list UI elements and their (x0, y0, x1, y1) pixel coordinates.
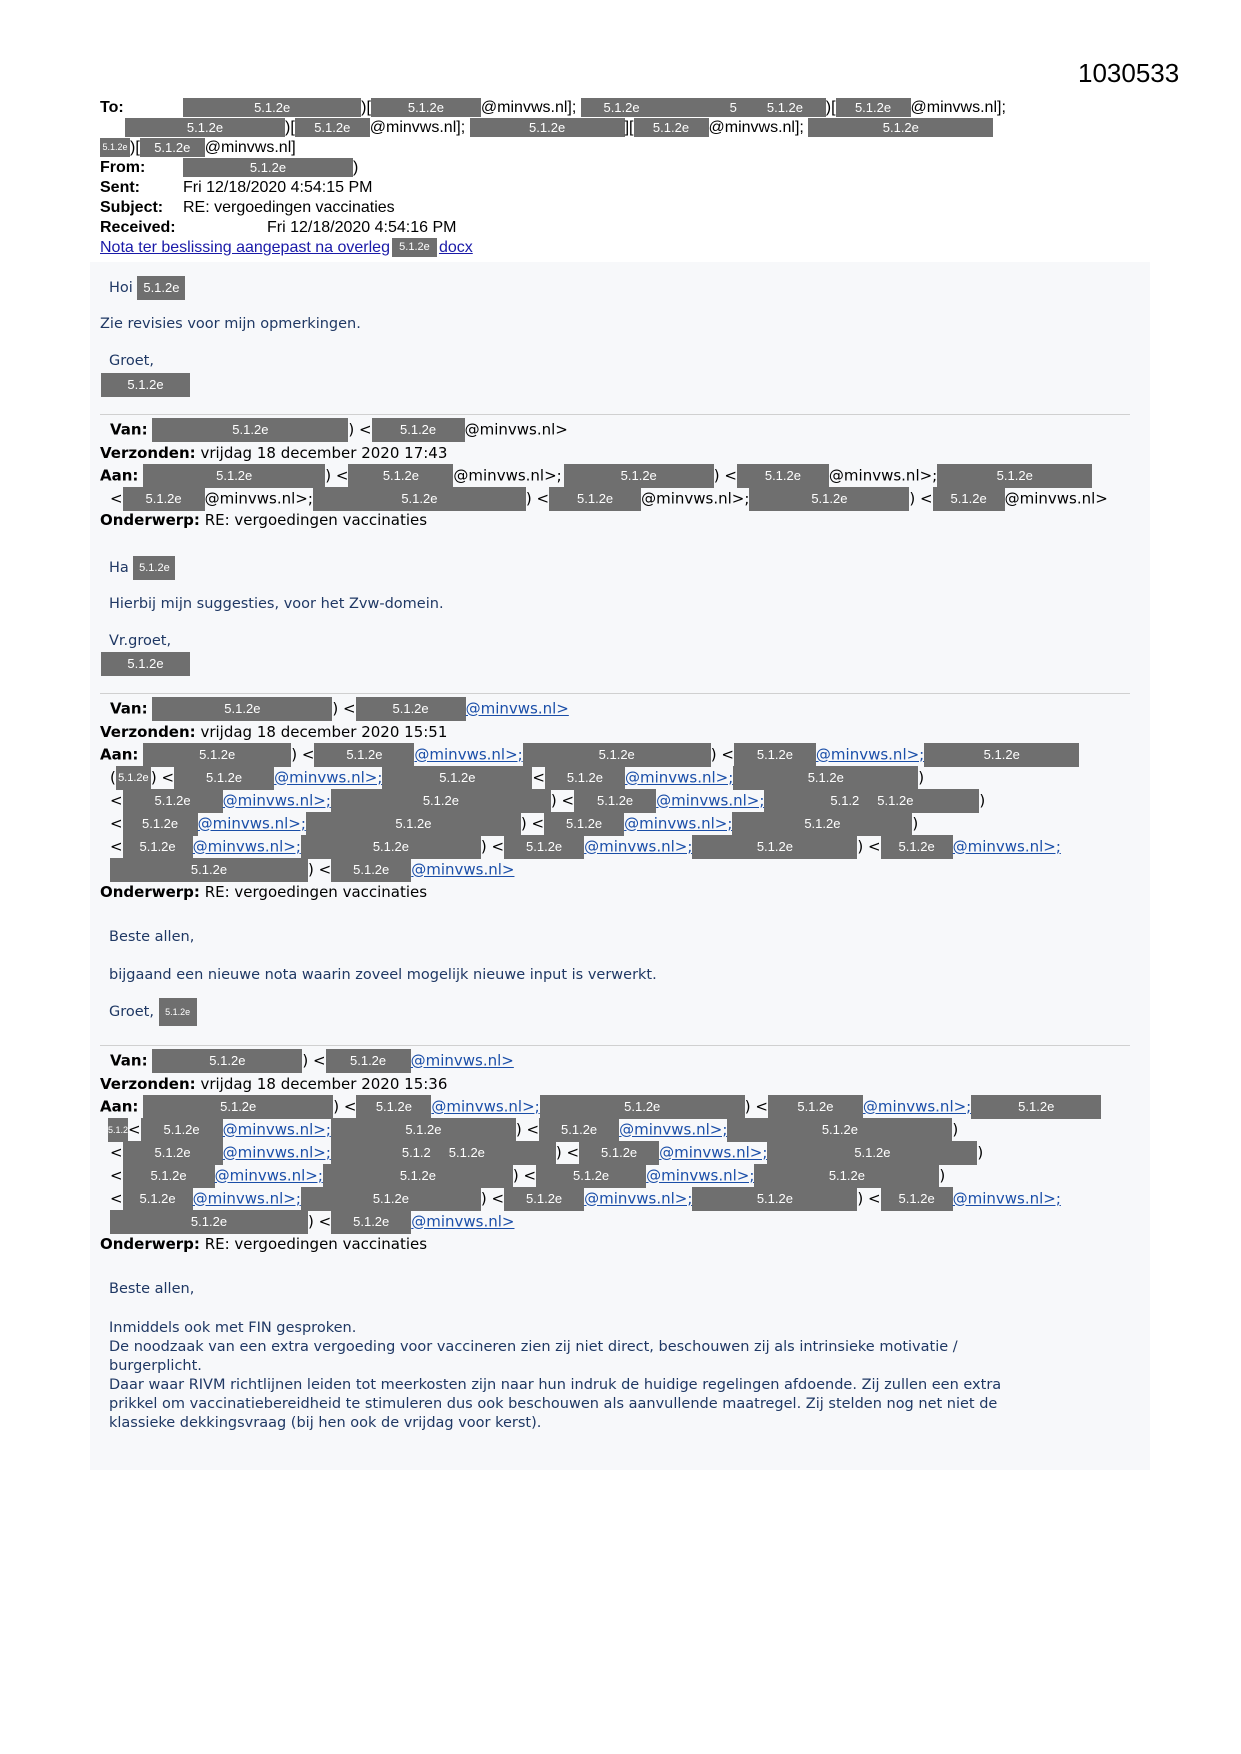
email-link[interactable]: @minvws.nl>; (624, 814, 733, 833)
message3-closing (109, 998, 197, 1026)
onderwerp-value: RE: vergoedingen vaccinaties (204, 883, 428, 901)
message2-closing: Vr.groet, (109, 633, 172, 649)
email-domain: @minvws.nl>; (453, 466, 562, 485)
redaction: 5.1.2e (634, 118, 709, 137)
sent-value: Fri 12/18/2020 4:54:15 PM (183, 179, 373, 196)
paragraph-line: prikkel om vaccinatiebereidheid te stimuleren dus ook beschouwen als aanvullende maatregel. Zij stelden nog net niet de (109, 1396, 998, 1412)
email-link[interactable]: @minvws.nl>; (952, 837, 1061, 856)
redaction: 5.1.2e (372, 418, 465, 442)
message3-line: bijgaand een nieuwe nota waarin zoveel mogelijk nieuwe input is verwerkt. (109, 967, 657, 983)
redaction: 5.1.2e (152, 418, 348, 442)
aan-label: Aan: (100, 1097, 139, 1116)
redaction: 5.1.2e (183, 98, 361, 117)
paren: ) (353, 159, 359, 176)
bracket: )[ (825, 99, 836, 116)
attachment-link-text[interactable]: Nota ter beslissing aangepast na overleg (100, 239, 390, 256)
bracket: )[ (285, 119, 295, 136)
redaction: 5.1.2e (140, 138, 205, 157)
message-separator (100, 414, 1130, 415)
redaction: 5.1.2e (371, 98, 481, 117)
token: ) (977, 1143, 984, 1162)
verzonden-value: vrijdag 18 december 2020 15:51 (200, 723, 448, 741)
onderwerp-label: Onderwerp: (100, 1235, 200, 1253)
email-link[interactable]: @minvws.nl>; (584, 1189, 693, 1208)
redaction: 5.1.2e (539, 1118, 619, 1142)
sent-row (100, 178, 372, 198)
message3-aan-row-2 (110, 766, 924, 788)
redaction-text: 5.1.2e (877, 793, 914, 808)
van-label: Van: (110, 699, 148, 718)
redaction: 5.1.2e (123, 789, 223, 813)
token: ) < (333, 1097, 357, 1116)
attachment-link[interactable] (100, 239, 473, 256)
redaction: 5.1.2e (159, 998, 197, 1026)
redaction: 5.1.2e (749, 487, 909, 511)
token: ) < (480, 1189, 505, 1208)
redaction: 5.1.2e (123, 835, 193, 859)
redaction: 5.1.2e (152, 697, 332, 721)
token: ) < (325, 466, 349, 485)
bracket: )[ (361, 99, 371, 116)
redaction: 5.1.2e (143, 1095, 333, 1119)
redaction: 5.1.2e (545, 766, 625, 790)
email-link[interactable]: @minvws.nl>; (274, 768, 383, 787)
email-link[interactable]: @minvws.nl> (411, 1212, 515, 1231)
document-number: 1030533 (1078, 58, 1180, 88)
email-link[interactable]: @minvws.nl>; (815, 745, 925, 764)
redaction: 5.1.2e (971, 1095, 1101, 1119)
redaction (331, 1141, 556, 1165)
redaction: 5.1.2e (536, 1164, 646, 1188)
redaction: 5.1.2e (733, 766, 918, 790)
verzonden-label: Verzonden: (100, 723, 196, 741)
to-row-2 (100, 118, 993, 138)
redaction (581, 98, 826, 117)
message3-aan-row-5 (110, 835, 1061, 857)
redaction (764, 789, 979, 813)
received-label: Received: (100, 219, 176, 236)
redaction: 5.1.2e (326, 1049, 411, 1073)
message1-closing: Groet, (109, 353, 154, 369)
redaction: 5.1.2e (101, 652, 190, 676)
redaction: 5.1.2e (137, 276, 185, 300)
message2-verzonden-row (100, 442, 447, 464)
redaction: 5.1.2e (937, 464, 1092, 488)
redaction: 5.1.2e (767, 1141, 977, 1165)
subject-row (100, 198, 395, 218)
email-link[interactable]: @minvws.nl> (411, 860, 515, 879)
message3-greeting: Beste allen, (109, 929, 195, 945)
token: ) < (744, 1097, 768, 1116)
token: ) < (291, 745, 315, 764)
email-link[interactable]: @minvws.nl>; (584, 837, 693, 856)
token: ) (939, 1166, 946, 1185)
message2-onderwerp-row (100, 509, 427, 531)
email-link[interactable]: @minvws.nl>; (624, 768, 734, 787)
received-row (100, 218, 456, 238)
redaction: 5.1.2e (123, 812, 198, 836)
redaction: 5.1.2e (392, 238, 437, 257)
sent-label: Sent: (100, 179, 140, 196)
redaction-text: 5.1.2e (603, 100, 640, 116)
redaction-text: 5.1.2 (401, 1145, 431, 1160)
redaction: 5.1.2e (732, 812, 912, 836)
token: ) (912, 814, 919, 833)
redaction: 5.1.2e (504, 1187, 584, 1211)
attachment-link-ext[interactable]: docx (438, 239, 473, 256)
redaction: 5.1.2e (544, 812, 624, 836)
token: ) < (550, 791, 575, 810)
paragraph-line: burgerplicht. (109, 1358, 202, 1374)
email-domain: @minvws.nl> (1004, 489, 1108, 508)
redaction: 5.1.2e (356, 697, 466, 721)
token: ) < (525, 489, 550, 508)
message3-aan-row-4 (110, 812, 918, 834)
redaction-text: 5.1.2e (766, 100, 804, 116)
to-row-3 (100, 138, 296, 158)
email-domain: @minvws.nl>; (641, 489, 750, 508)
verzonden-value: vrijdag 18 december 2020 17:43 (200, 444, 448, 462)
redaction: 5.1.2e (183, 158, 353, 177)
bracket: ][ (624, 119, 634, 136)
redaction: 5.1.2e (754, 1164, 939, 1188)
token: ) < (555, 1143, 580, 1162)
token: ) < (713, 466, 737, 485)
onderwerp-value: RE: vergoedingen vaccinaties (204, 511, 428, 529)
token: ) < (348, 420, 372, 439)
email-link[interactable]: @minvws.nl> (465, 699, 569, 718)
redaction: 5.1.2e (574, 789, 656, 813)
redaction: 5.1.2e (692, 1187, 857, 1211)
to-row (100, 98, 1006, 118)
message1-line: Zie revisies voor mijn opmerkingen. (100, 316, 361, 332)
redaction: 5.1.2e (108, 1118, 128, 1142)
redaction: 5.1.2e (727, 1118, 952, 1142)
redaction: 5.1.2e (110, 1210, 308, 1234)
redaction: 5.1.2e (143, 743, 291, 767)
to-label: To: (100, 99, 124, 116)
message4-aan-row-3 (110, 1141, 983, 1163)
message3-aan-row-1 (100, 743, 1079, 765)
redaction: 5.1.2e (101, 373, 190, 397)
subject-value: RE: vergoedingen vaccinaties (183, 199, 395, 216)
message4-aan-row-4 (110, 1164, 945, 1186)
redaction: 5.1.2e (116, 766, 151, 790)
email-domain: @minvws.nl]; (708, 119, 804, 136)
redaction: 5.1.2e (123, 487, 205, 511)
message3-aan-row-6 (110, 858, 514, 880)
message1-signature (101, 373, 190, 397)
token: ) (952, 1120, 959, 1139)
message3-aan-row-3 (110, 789, 985, 811)
redaction: 5.1.2e (133, 556, 175, 580)
email-domain: @minvws.nl] (204, 139, 296, 156)
token: < (532, 768, 545, 787)
token: ) (979, 791, 986, 810)
email-domain: @minvws.nl>; (204, 489, 313, 508)
paragraph-line: De noodzaak van een extra vergoeding voor vaccineren zien zij niet direct, beschouwen zij als intrinsieke motivatie / (109, 1339, 958, 1355)
message4-aan-row-5 (110, 1187, 1061, 1209)
email-link[interactable]: @minvws.nl>; (197, 814, 306, 833)
message4-paragraph (109, 1319, 1001, 1433)
from-row (100, 158, 358, 178)
message-separator (100, 693, 1130, 694)
email-link[interactable]: @minvws.nl>; (431, 1097, 540, 1116)
redaction: 5.1.2e (152, 1049, 302, 1073)
token: < (110, 814, 123, 833)
redaction: 5.1.2e (523, 743, 711, 767)
token: ) < (150, 768, 175, 787)
token: ) < (710, 745, 734, 764)
token: ) < (332, 699, 356, 718)
token: < (128, 1120, 141, 1139)
redaction: 5.1.2e (579, 1141, 659, 1165)
token: ) < (302, 1051, 326, 1070)
message2-line: Hierbij mijn suggesties, voor het Zvw-domein. (109, 596, 444, 612)
email-link[interactable]: @minvws.nl>; (192, 837, 301, 856)
email-link[interactable]: @minvws.nl>; (222, 791, 331, 810)
message2-van-row (110, 418, 568, 440)
redaction: 5.1.2e (301, 835, 481, 859)
redaction: 5.1.2e (356, 1095, 431, 1119)
message4-aan-row-1 (100, 1095, 1101, 1117)
redaction: 5.1.2e (504, 835, 584, 859)
token: < (110, 791, 123, 810)
token: ( (110, 768, 116, 787)
redaction: 5.1.2e (125, 118, 285, 137)
message3-van-row (110, 697, 569, 719)
token: < (110, 1166, 123, 1185)
email-link[interactable]: @minvws.nl>; (619, 1120, 728, 1139)
email-domain: @minvws.nl]; (910, 99, 1006, 116)
message3-onderwerp-row (100, 881, 427, 903)
token: ) < (857, 1189, 881, 1208)
email-link[interactable]: @minvws.nl>; (646, 1166, 755, 1185)
message4-aan-row-2 (108, 1118, 958, 1140)
email-link[interactable]: @minvws.nl> (410, 1051, 514, 1070)
redaction: 5.1.2e (382, 766, 532, 790)
attachment-row (100, 238, 473, 258)
verzonden-label: Verzonden: (100, 1075, 196, 1093)
redaction-text: 5 (729, 100, 737, 116)
redaction: 5.1.2e (768, 1095, 863, 1119)
redaction: 5.1.2e (881, 1187, 953, 1211)
token: ) < (308, 860, 332, 879)
redaction: 5.1.2e (734, 743, 816, 767)
message4-verzonden-row (100, 1073, 447, 1095)
redaction: 5.1.2e (881, 835, 953, 859)
token: < (110, 489, 123, 508)
redaction: 5.1.2e (564, 464, 714, 488)
token: ) < (515, 1120, 540, 1139)
redaction: 5.1.2e (123, 1187, 193, 1211)
token: < (110, 837, 123, 856)
redaction: 5.1.2e (100, 138, 130, 157)
redaction: 5.1.2e (836, 98, 911, 117)
greeting-text: Ha (109, 560, 129, 576)
verzonden-label: Verzonden: (100, 444, 196, 462)
email-link[interactable]: @minvws.nl>; (192, 1189, 301, 1208)
redaction: 5.1.2e (313, 487, 526, 511)
email-link[interactable]: @minvws.nl>; (862, 1097, 972, 1116)
bracket: )[ (130, 139, 140, 156)
redaction: 5.1.2e (143, 464, 325, 488)
from-label: From: (100, 159, 146, 176)
redaction: 5.1.2e (141, 1118, 223, 1142)
message3-verzonden-row (100, 721, 447, 743)
redaction-text: 5.1.2e (448, 1145, 485, 1160)
message-separator (100, 1045, 1130, 1046)
message4-van-row (110, 1049, 514, 1071)
message4-aan-row-6 (110, 1210, 514, 1232)
redaction: 5.1.2e (123, 1164, 215, 1188)
email-link[interactable]: @minvws.nl>; (222, 1120, 331, 1139)
message2-aan-row (100, 464, 1092, 486)
redaction: 5.1.2e (933, 487, 1005, 511)
message4-onderwerp-row (100, 1233, 427, 1255)
redaction: 5.1.2e (306, 812, 521, 836)
message4-greeting: Beste allen, (109, 1281, 195, 1297)
email-link[interactable]: @minvws.nl>; (659, 1143, 768, 1162)
token: ) < (909, 489, 933, 508)
redaction: 5.1.2e (323, 1164, 513, 1188)
message2-signature (101, 652, 190, 676)
token: ) < (308, 1212, 332, 1231)
redaction-text: 5.1.2 (830, 793, 860, 808)
message2-greeting (109, 556, 175, 580)
paragraph-line: Daar waar RIVM richtlijnen leiden tot meerkosten zijn naar hun indruk de huidige regelingen afdoende. Zij zullen een extra (109, 1377, 1002, 1393)
redaction: 5.1.2e (549, 487, 641, 511)
van-label: Van: (110, 420, 148, 439)
redaction: 5.1.2e (470, 118, 625, 137)
token: ) < (520, 814, 545, 833)
email-domain: @minvws.nl>; (828, 466, 938, 485)
redaction: 5.1.2e (692, 835, 857, 859)
email-link[interactable]: @minvws.nl>; (222, 1143, 331, 1162)
message1-greeting (109, 276, 185, 300)
redaction: 5.1.2e (295, 118, 370, 137)
email-link[interactable]: @minvws.nl>; (952, 1189, 1061, 1208)
redaction: 5.1.2e (331, 858, 411, 882)
van-label: Van: (110, 1051, 148, 1070)
redaction: 5.1.2e (301, 1187, 481, 1211)
redaction: 5.1.2e (737, 464, 829, 488)
email-link[interactable]: @minvws.nl>; (214, 1166, 323, 1185)
email-link[interactable]: @minvws.nl>; (414, 745, 523, 764)
onderwerp-value: RE: vergoedingen vaccinaties (204, 1235, 428, 1253)
redaction: 5.1.2e (348, 464, 453, 488)
redaction: 5.1.2e (540, 1095, 745, 1119)
redaction: 5.1.2e (331, 1210, 411, 1234)
redaction: 5.1.2e (924, 743, 1079, 767)
email-domain: @minvws.nl> (464, 420, 568, 439)
token: < (110, 1189, 123, 1208)
closing-text: Groet, (109, 1004, 154, 1020)
token: ) (918, 768, 925, 787)
aan-label: Aan: (100, 745, 139, 764)
email-domain: @minvws.nl]; (369, 119, 466, 136)
onderwerp-label: Onderwerp: (100, 883, 200, 901)
message2-aan-row-2 (110, 487, 1108, 509)
subject-label: Subject: (100, 199, 164, 216)
redaction: 5.1.2e (808, 118, 993, 137)
token: ) < (480, 837, 505, 856)
verzonden-value: vrijdag 18 december 2020 15:36 (200, 1075, 448, 1093)
redaction: 5.1.2e (123, 1141, 223, 1165)
onderwerp-label: Onderwerp: (100, 511, 200, 529)
email-link[interactable]: @minvws.nl>; (656, 791, 765, 810)
redaction: 5.1.2e (174, 766, 274, 790)
greeting-text: Hoi (109, 280, 133, 296)
token: < (110, 1143, 123, 1162)
aan-label: Aan: (100, 466, 139, 485)
redaction: 5.1.2e (331, 789, 551, 813)
redaction: 5.1.2e (331, 1118, 516, 1142)
paragraph-line: klassieke dekkingsvraag (bij hen ook de vrijdag voor kerst). (109, 1415, 542, 1431)
received-value: Fri 12/18/2020 4:54:16 PM (267, 219, 457, 236)
token: ) < (512, 1166, 537, 1185)
email-domain: @minvws.nl]; (480, 99, 577, 116)
token: ) < (857, 837, 881, 856)
redaction: 5.1.2e (314, 743, 414, 767)
paragraph-line: Inmiddels ook met FIN gesproken. (109, 1320, 357, 1336)
redaction: 5.1.2e (110, 858, 308, 882)
